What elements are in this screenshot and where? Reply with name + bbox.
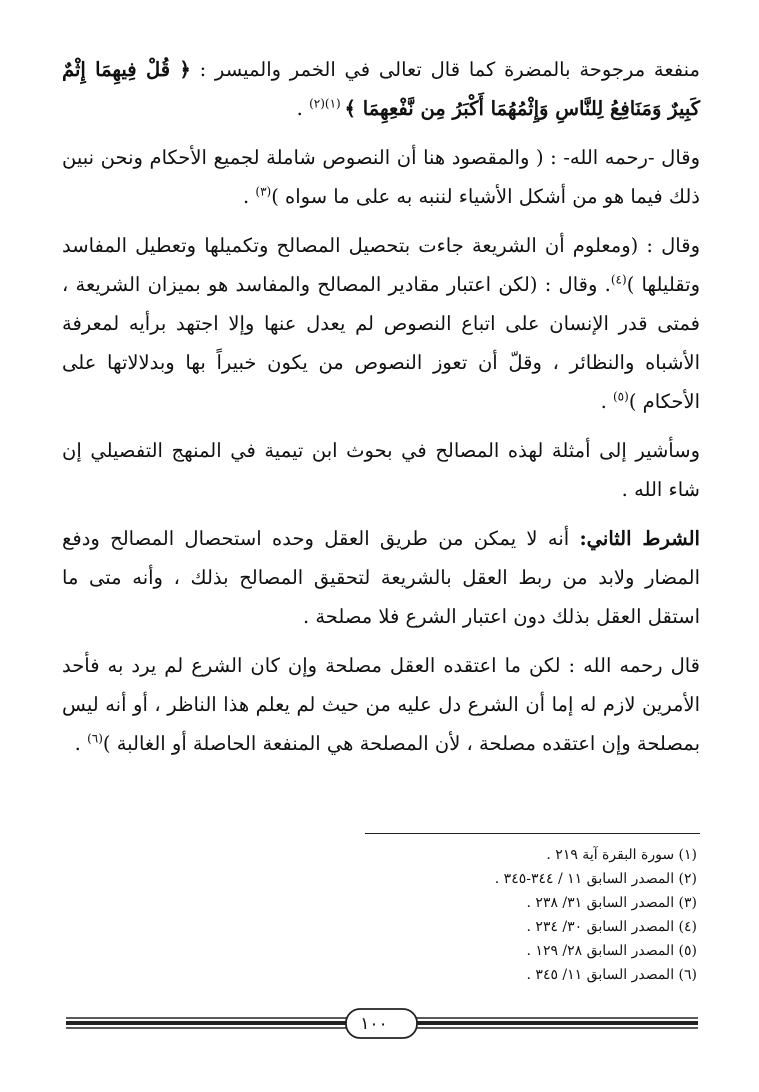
paragraph-6: [62, 646, 700, 763]
main-text: [62, 50, 700, 763]
paragraph-4-text: وسأشير إلى أمثلة لهذه المصالح في بحوث ابن تيمية في المنهج التفصيلي إن شاء الله .: [62, 439, 700, 501]
footnote-5: (٥) المصدر السابق ٢٨/ ١٢٩ .: [526, 943, 697, 959]
paragraph-3-end: .: [600, 390, 613, 413]
paragraph-2-end: .: [242, 185, 256, 208]
footnote-3: (٣) المصدر السابق ٣١/ ٢٣٨ .: [526, 895, 697, 911]
paragraph-5-text: أنه لا يمكن من طريق العقل وحده استحصال المصالح ودفع المضار ولابد من ربط العقل بالشريعة لتحقيق المصالح بذلك ، وأنه متى ما استقل العقل بذلك دون اعتبار الشرع فلا مصلحة .: [62, 527, 700, 628]
paragraph-3-text-1: وقال : (ومعلوم أن الشريعة جاءت بتحصيل المصالح وتكميلها وتعطيل المفاسد وتقليلها ): [62, 234, 700, 296]
footnote-2: (٢) المصدر السابق ١١ / ٣٤٤-٣٤٥ .: [494, 871, 697, 887]
paragraph-2-text: وقال -رحمه الله- : ( والمقصود هنا أن النصوص شاملة لجميع الأحكام ونحن نبين ذلك فيما هو من أشكل الأشياء لننبه به على ما سواه ): [62, 146, 700, 208]
page-footer: [62, 1004, 701, 1044]
footnote-ref-5: (٥): [612, 389, 629, 404]
paragraph-3-text-2: . وقال : (لكن اعتبار مقادير المصالح والمفاسد هو بميزان الشريعة ، فمتى قدر الإنسان على اتباع النصوص لم يعدل عنها وإلا اجتهد برأيه لمعرفة الأشباه والنظائر ، وقلّ أن تعوز النصوص من يكون خبيراً بها وبدلالاتها على الأحكام ): [62, 273, 700, 413]
paragraph-1-text: منفعة مرجوحة بالمضرة كما قال تعالى في الخمر والميسر :: [190, 58, 700, 81]
paragraph-5: [62, 519, 700, 636]
paragraph-2: [62, 138, 700, 216]
paragraph-6-text: قال رحمه الله : لكن ما اعتقده العقل مصلحة وإن كان الشرع لم يرد به فأحد الأمرين لازم له إما أن الشرع دل عليه من حيث لم يعلم هذا الناظر ، أو أنه ليس بمصلحة وإن اعتقده مصلحة ، لأن المصلحة هي المنفعة الحاصلة أو الغالبة ): [62, 654, 700, 755]
page-number: ١٠٠: [360, 1014, 388, 1034]
paragraph-3: [62, 226, 700, 421]
footnote-ref-6: (٦): [87, 731, 103, 746]
footnote-separator: [365, 833, 700, 834]
paragraph-6-end: .: [74, 732, 88, 755]
paragraph-1-end: .: [296, 97, 310, 120]
second-condition-label: الشرط الثاني:: [579, 527, 700, 550]
footnote-4: (٤) المصدر السابق ٣٠/ ٢٣٤ .: [526, 919, 697, 935]
footnote-ref-4: (٤): [610, 272, 627, 287]
footnotes-list: [297, 843, 697, 987]
footnote-ref-1-2: (١)(٢): [309, 96, 345, 111]
footnote-1: (١) سورة البقرة آية ٢١٩ .: [546, 847, 697, 863]
paragraph-4: [62, 431, 700, 509]
footnote-ref-3: (٣): [255, 184, 272, 199]
quran-verse: ﴿ قُلْ فِيهِمَا إِثْمٌ كَبِيرٌ وَمَنَافِعُ لِلنَّاسِ وَإِثْمُهُمَا أَكْبَرُ مِن نَّفْعِهِمَا ﴾: [62, 58, 700, 120]
paragraph-1: [62, 50, 700, 128]
footnote-6: (٦) المصدر السابق ١١/ ٣٤٥ .: [526, 967, 697, 983]
